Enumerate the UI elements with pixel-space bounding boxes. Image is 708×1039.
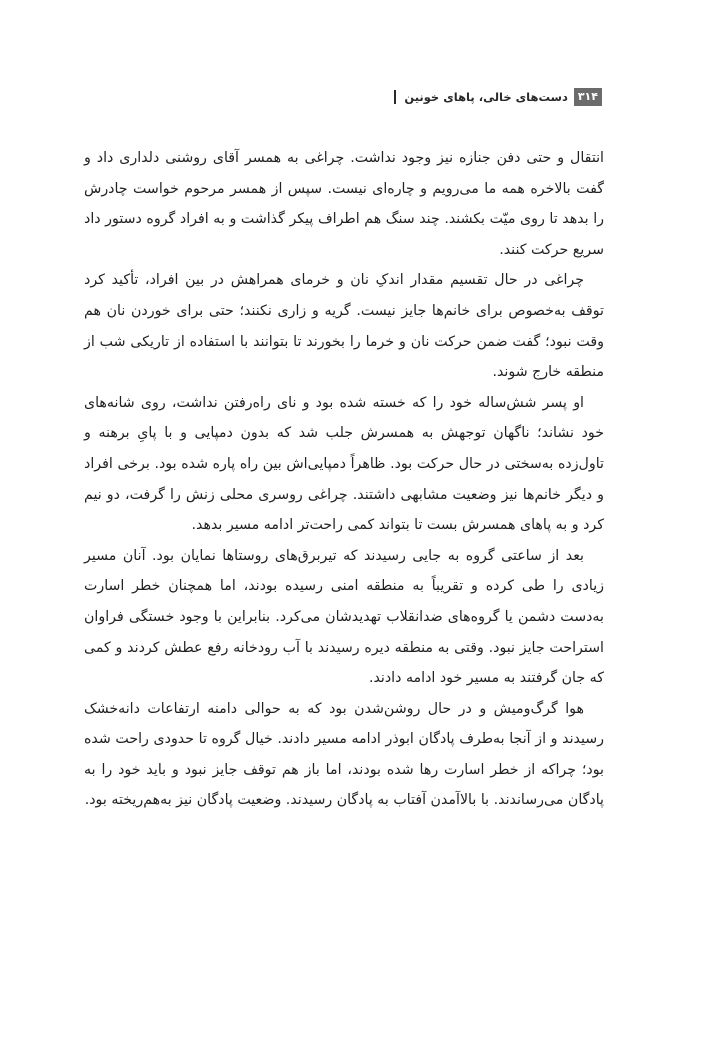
paragraph-4: بعد از ساعتی گروه به جایی رسیدند که تیربرق‌های روستاها نمایان بود. آنان مسیر زیادی را طی کرده و تقریباً به منطقه امنی رسیده بودند، اما همچنان خطر اسارت به‌دست دشمن یا گروه‌های ضدانقلاب تهدیدشان می‌کرد. بنابراین با وجود خستگی فراوان استراحت جایز نبود. وقتی به منطقه دیره رسیدند با آب رودخانه رفع عطش کردند و کمی که جان گرفتند به مسیر خود ادامه دادند. xyxy=(84,547,604,687)
paragraph-1: انتقال و حتی دفن جنازه نیز وجود نداشت. چراغی به همسر آقای روشنی دلداری داد و گفت بالاخره همه ما می‌رویم و چاره‌ای نیست. سپس از همسر مرحوم خواست چادرش را بدهد تا روی میّت بکشند. چند سنگ هم اطراف پیکر گذاشت و به افراد گروه دستور داد سریع حرکت کنند. xyxy=(84,150,604,258)
body-text xyxy=(84,143,604,816)
paragraph-5: هوا گرگ‌ومیش و در حال روشن‌شدن بود که به حوالی دامنه ارتفاعات دانه‌خشک رسیدند و از آنجا به‌طرف پادگان ابوذر ادامه مسیر دادند. خیال گروه تا حدودی راحت شده بود؛ چراکه از خطر اسارت رها شده بودند، اما باز هم توقف جایز نبود و باید خود را به پادگان می‌رساندند. با بالاآمدن آفتاب به پادگان رسیدند. وضعیت پادگان نیز به‌هم‌ریخته بود. xyxy=(84,700,604,809)
header-divider xyxy=(394,90,396,104)
paragraph-2: چراغی در حال تقسیم مقدار اندکِ نان و خرمای همراهش در بین افراد، تأکید کرد توقف به‌خصوص برای خانم‌ها جایز نیست. گریه و زاری نکنند؛ حتی برای خوردن نان هم وقت نبود؛ گفت ضمن حرکت نان و خرما را بخورند تا بتوانند با استفاده از تاریکی شب از منطقه خارج شوند. xyxy=(84,272,604,381)
running-header-title: دست‌های خالی، پاهای خونین xyxy=(404,90,568,104)
running-header xyxy=(394,88,602,106)
page-number: ۳۱۴ xyxy=(574,88,602,106)
paragraph-3: او پسر شش‌ساله خود را که خسته شده بود و نای راه‌رفتن نداشت، روی شانه‌های خود نشاند؛ ناگهان توجهش به همسرش جلب شد که بدون دمپایی و با پایِ برهنه و تاول‌زده به‌سختی در حال حرکت بود. ظاهراً دمپایی‌اش بین راه پاره شده بود. برخی افراد و دیگر خانم‌ها نیز وضعیت مشابهی داشتند. چراغی روسری محلی زنش را گرفت، دو نیم کرد و به پاهای همسرش بست تا بتواند کمی راحت‌تر ادامه مسیر بدهد. xyxy=(84,394,604,534)
